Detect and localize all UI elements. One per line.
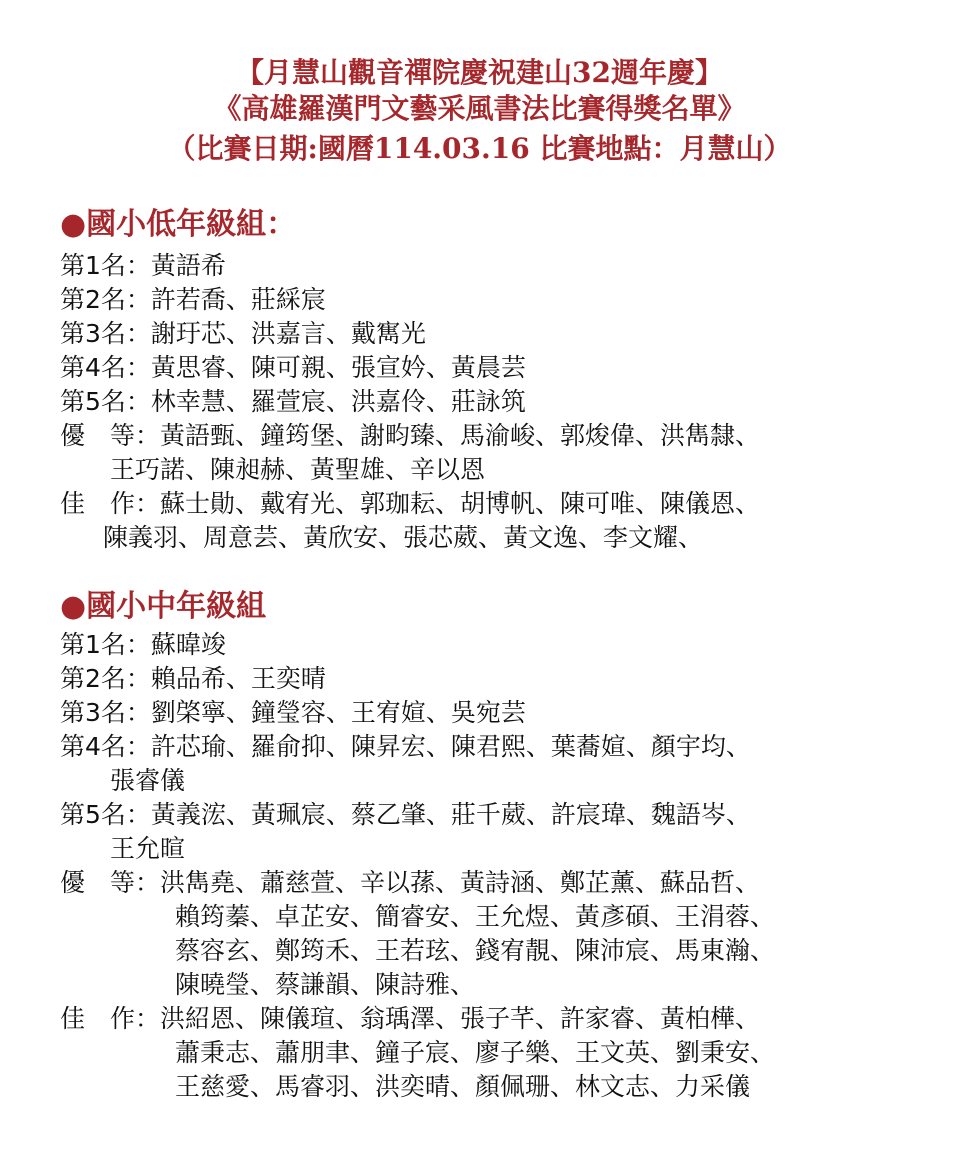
header-title-event: 【月慧山觀音禪院慶祝建山32週年慶】 bbox=[236, 56, 723, 89]
award-line-continued: 蕭秉志、蕭朋聿、鐘子宸、廖子樂、王文英、劉秉安、 bbox=[175, 1038, 776, 1067]
award-line-continued: 王允暄 bbox=[110, 834, 186, 863]
header-title-contest: 《高雄羅漢門文藝采風書法比賽得獎名單》 bbox=[213, 92, 746, 125]
award-line-continued: 陳曉瑩、蔡謙韻、陳詩雅、 bbox=[175, 970, 476, 999]
section-title: ●國小中年級組 bbox=[60, 589, 267, 624]
award-line: 第4名：許芯瑜、羅俞抑、陳昇宏、陳君熙、葉蕎媗、顏宇均、 bbox=[60, 732, 751, 761]
award-line: 第1名：蘇暐竣 bbox=[60, 630, 226, 659]
award-line: 佳 作：洪紹恩、陳儀瑄、翁瑀澤、張子芊、許家睿、黃柏樺、 bbox=[60, 1004, 761, 1033]
award-line: 第2名：許若喬、莊綵宸 bbox=[60, 285, 326, 314]
award-line: 第3名：劉棨寧、鐘瑩容、王宥媗、吳宛芸 bbox=[60, 698, 526, 727]
award-line-continued: 蔡容玄、鄭筠禾、王若玹、錢宥靚、陳沛宸、馬東瀚、 bbox=[175, 936, 776, 965]
section-title: ●國小低年級組： bbox=[60, 207, 297, 242]
award-line: 優 等：黃語甄、鐘筠堡、謝畇臻、馬渝峻、郭焌偉、洪雋隸、 bbox=[60, 421, 761, 450]
award-line-continued: 賴筠蓁、卓芷安、簡睿安、王允煜、黃彥碩、王涓蓉、 bbox=[175, 902, 776, 931]
award-line-continued: 王慈愛、馬睿羽、洪奕晴、顏佩珊、林文志、力采儀 bbox=[175, 1072, 751, 1101]
award-line: 第2名：賴品希、王奕晴 bbox=[60, 664, 326, 693]
award-line: 第5名：黃義浤、黃珮宸、蔡乙肇、莊千葳、許宸瑋、魏語岑、 bbox=[60, 800, 751, 829]
award-line: 第4名：黃思睿、陳可親、張宣妗、黃晨芸 bbox=[60, 353, 526, 382]
award-line-continued: 陳義羽、周意芸、黃欣安、張芯葳、黃文逸、李文耀、 bbox=[103, 523, 704, 552]
award-line: 佳 作：蘇士勛、戴宥光、郭珈耘、胡博帆、陳可唯、陳儀恩、 bbox=[60, 489, 761, 518]
award-line-continued: 王巧諾、陳昶赫、黃聖雄、辛以恩 bbox=[110, 455, 486, 484]
award-line: 第5名：林幸慧、羅萱宸、洪嘉伶、莊詠筑 bbox=[60, 387, 526, 416]
award-line: 優 等：洪雋堯、蕭慈萱、辛以蓀、黃詩涵、鄭芷薰、蘇品哲、 bbox=[60, 868, 761, 897]
award-line-continued: 張睿儀 bbox=[110, 766, 186, 795]
award-line: 第1名：黃語希 bbox=[60, 251, 226, 280]
header-contest-info: （比賽日期:國曆114.03.16 比賽地點：月慧山） bbox=[167, 132, 792, 165]
award-line: 第3名：謝玗芯、洪嘉言、戴寯光 bbox=[60, 319, 426, 348]
